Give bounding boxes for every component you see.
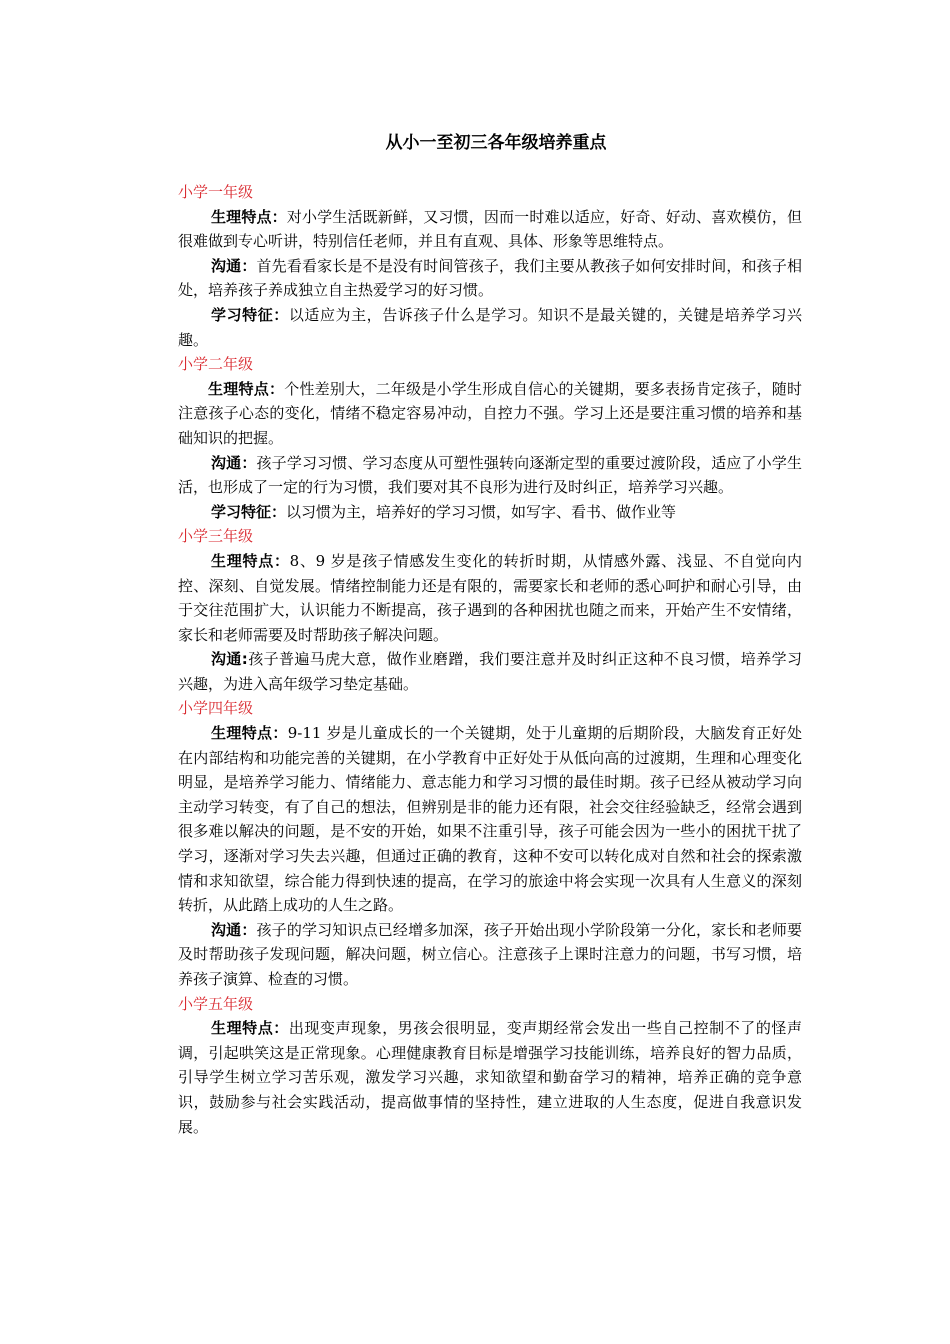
grade-heading: 小学二年级 — [178, 355, 254, 374]
paragraph — [178, 647, 802, 696]
term-separator: ： — [273, 551, 290, 570]
term-separator: ： — [271, 502, 287, 521]
term-label: 生理特点 — [211, 1019, 274, 1038]
term-label: 生理特点 — [211, 207, 272, 226]
paragraph-text: 首先看看家长是不是没有时间管孩子，我们主要从教孩子如何安排时间，和孩子相处，培养孩子养成独立自主热爱学习的好习惯。 — [178, 256, 802, 300]
document-page — [178, 128, 802, 1139]
paragraph — [178, 500, 802, 525]
paragraph-text: 8、9 岁是孩子情感发生变化的转折时期，从情感外露、浅显、不自觉向内控、深刻、自觉发展。情绪控制能力还是有限的，需要家长和老师的悉心呵护和耐心引导，由于交往范围扩大，认识能力不断提高，孩子遇到的各种困扰也随之而来，开始产生不安情绪，家长和老师需要及时帮助孩子解决问题。 — [178, 551, 802, 644]
paragraph-text: 以习惯为主，培养好的学习习惯，如写字、看书、做作业等 — [286, 502, 677, 521]
document-title: 从小一至初三各年级培养重点 — [385, 133, 607, 153]
grade-heading: 小学四年级 — [178, 699, 254, 718]
paragraph-text: 以适应为主，告诉孩子什么是学习。知识不是最关键的，关键是培养学习兴趣。 — [178, 305, 802, 349]
term-separator: ： — [273, 1019, 289, 1038]
grade-section — [178, 352, 802, 524]
paragraph — [178, 918, 802, 992]
grade-section — [178, 180, 802, 352]
term-separator: ： — [268, 379, 285, 398]
paragraph — [178, 254, 802, 303]
paragraph — [178, 377, 802, 451]
paragraph — [178, 721, 802, 918]
term-separator: ： — [272, 724, 288, 743]
grade-section — [178, 696, 802, 991]
grade-heading: 小学五年级 — [178, 994, 254, 1013]
paragraph — [178, 303, 802, 352]
term-label: 沟通 — [211, 650, 242, 669]
term-label: 学习特征 — [211, 502, 272, 521]
grade-heading: 小学一年级 — [178, 183, 254, 201]
paragraph-text: 个性差别大，二年级是小学生形成自信心的关键期，要多表扬肯定孩子，随时注意孩子心态的变化，情绪不稳定容易冲动，自控力不强。学习上还是要注重习惯的培养和基础知识的把握。 — [178, 379, 802, 447]
term-separator: ： — [271, 207, 287, 226]
paragraph — [178, 1016, 802, 1139]
term-label: 生理特点 — [211, 551, 274, 570]
term-label: 学习特征 — [211, 305, 274, 324]
paragraph-text: 孩子的学习知识点已经增多加深，孩子开始出现小学阶段第一分化，家长和老师要及时帮助孩子发现问题，解决问题，树立信心。注意孩子上课时注意力的问题，书写习惯，培养孩子演算、检查的习惯。 — [178, 920, 802, 988]
grade-heading: 小学三年级 — [178, 527, 254, 546]
term-separator: : — [241, 650, 248, 669]
paragraph — [178, 205, 802, 254]
paragraph-text: 对小学生活既新鲜，又习惯，因而一时难以适应，好奇、好动、喜欢模仿，但很难做到专心听讲，特别信任老师，并且有直观、具体、形象等思维特点。 — [178, 207, 802, 251]
paragraph — [178, 451, 802, 500]
paragraph-text: 孩子普遍马虎大意，做作业磨蹭，我们要注意并及时纠正这种不良习惯，培养学习兴趣，为进入高年级学习垫定基础。 — [178, 650, 802, 693]
grade-section — [178, 992, 802, 1140]
term-separator: ： — [273, 305, 289, 324]
paragraph-text: 出现变声现象，男孩会很明显，变声期经常会发出一些自己控制不了的怪声调，引起哄笑这是正常现象。心理健康教育目标是增强学习技能训练，培养良好的智力品质，引导学生树立学习苦乐观，激发学习兴趣，求知欲望和勤奋学习的精神，培养正确的竞争意识，鼓励参与社会实践活动，提高做事情的坚持性，建立进取的人生态度，促进自我意识发展。 — [178, 1019, 802, 1136]
grade-section — [178, 524, 802, 696]
term-label: 沟通 — [211, 920, 242, 939]
paragraph-text: 9-11 岁是儿童成长的一个关键期，处于儿童期的后期阶段，大脑发育正好处在内部结构和功能完善的关键期，在小学教育中正好处于从低向高的过渡期，生理和心理变化明显，是培养学习能力、情绪能力、意志能力和学习习惯的最佳时期。孩子已经从被动学习向主动学习转变，有了自己的想法，但辨别是非的能力还有限，社会交往经验缺乏，经常会遇到很多难以解决的问题，是不安的开始，如果不注重引导，孩子可能会因为一些小的困扰干扰了学习，逐渐对学习失去兴趣，但通过正确的教育，这种不安可以转化成对自然和社会的探索激情和求知欲望，综合能力得到快速的提高，在学习的旅途中将会实现一次具有人生意义的深刻转折，从此踏上成功的人生之路。 — [178, 724, 802, 915]
term-separator: ： — [241, 256, 257, 275]
term-label: 沟通 — [211, 453, 242, 472]
term-label: 生理特点 — [208, 379, 269, 398]
paragraph-text: 孩子学习习惯、学习态度从可塑性强转向逐渐定型的重要过渡阶段，适应了小学生活，也形成了一定的行为习惯，我们要对其不良形为进行及时纠正，培养学习兴趣。 — [178, 453, 802, 497]
term-label: 沟通 — [211, 256, 242, 275]
term-separator: ： — [241, 453, 257, 472]
term-label: 生理特点 — [211, 724, 273, 743]
term-separator: ： — [241, 920, 257, 939]
paragraph — [178, 549, 802, 647]
